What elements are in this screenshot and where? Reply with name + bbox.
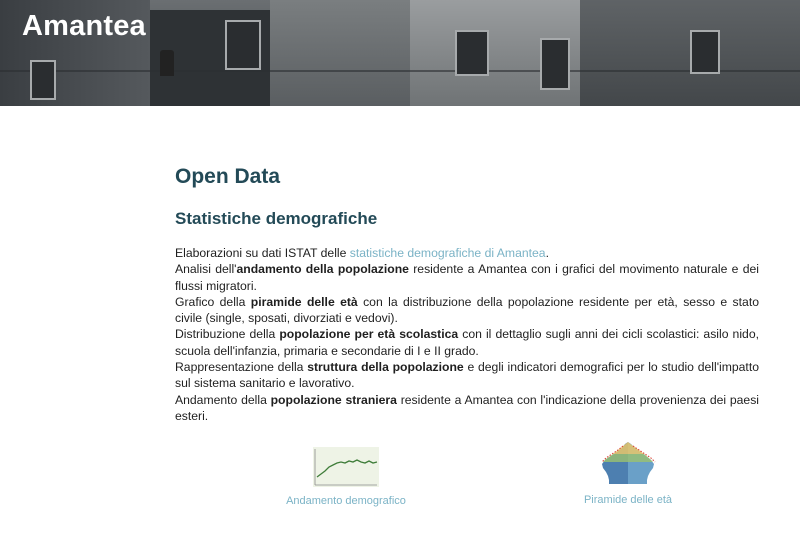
paragraph-struttura — [175, 359, 759, 392]
page-title: Open Data — [175, 165, 281, 188]
text: Analisi dell' — [175, 262, 237, 277]
bold-text: popolazione per età scolastica — [279, 327, 459, 342]
text: con il dettaglio sugli anni dei cicli scolastici: asilo nido, scuola dell'infanzia, primaria e secondarie di I e II grado. — [175, 327, 759, 358]
andamento-demografico-link[interactable] — [283, 447, 409, 507]
text: Elaborazioni su dati ISTAT delle — [175, 246, 350, 260]
banner-wire — [0, 70, 800, 72]
thumbnail-background — [313, 447, 379, 487]
banner-window — [225, 20, 261, 70]
main-content — [175, 165, 759, 424]
paragraph-straniera — [175, 392, 759, 425]
text: Grafico della — [175, 294, 251, 309]
text: residente a Amantea con i grafici del movimento naturale e dei flussi migratori. — [175, 262, 759, 293]
brand-logo-link[interactable]: Amantea — [22, 10, 146, 42]
istat-stats-link[interactable]: statistiche demografiche di Amantea — [349, 246, 546, 260]
text: con la distribuzione della popolazione residente per età, sesso e stato civile (single, sposati, divorziati e vedovi). — [175, 294, 759, 326]
thumbnail-label: Andamento demografico — [286, 495, 406, 507]
bold-text: piramide delle età — [250, 294, 358, 309]
intro-text — [175, 245, 759, 424]
text: . — [545, 246, 549, 260]
text: residente a Amantea con l'indicazione della provenienza dei paesi esteri. — [175, 392, 760, 423]
street-lamp — [160, 50, 174, 76]
bold-text: andamento della popolazione — [236, 262, 409, 277]
banner-window — [690, 30, 720, 74]
population-pyramid-thumbnail-icon — [589, 440, 667, 486]
text: e degli indicatori demografici per lo studio dell'impatto sul sistema sanitario e lavorativo. — [175, 360, 759, 391]
header-banner — [0, 0, 800, 106]
paragraph-scolastica — [175, 326, 759, 359]
text: Andamento della — [175, 392, 271, 407]
paragraph-piramide — [175, 294, 759, 327]
banner-window — [30, 60, 56, 100]
paragraph-andamento — [175, 261, 759, 294]
piramide-eta-link[interactable] — [578, 440, 678, 506]
banner-window — [455, 30, 489, 76]
banner-building — [270, 0, 410, 106]
thumbnail-label: Piramide delle età — [583, 494, 673, 506]
banner-window — [540, 38, 570, 90]
line-chart-thumbnail-icon — [313, 447, 379, 487]
text: Distribuzione della — [175, 327, 280, 342]
text: Rappresentazione della — [175, 360, 308, 375]
bold-text: popolazione straniera — [270, 392, 397, 407]
paragraph-istat — [175, 245, 759, 261]
section-title: Statistiche demografiche — [175, 209, 378, 228]
bold-text: struttura della popolazione — [307, 360, 464, 375]
